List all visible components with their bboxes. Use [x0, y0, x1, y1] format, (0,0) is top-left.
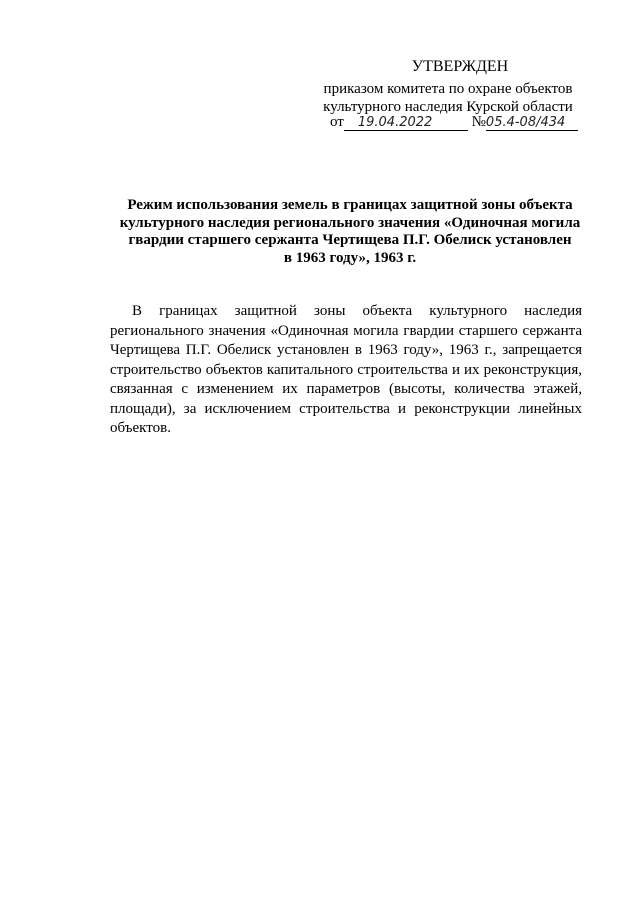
number-prefix: № [471, 114, 486, 130]
body-line: строительство объектов капитального строительства и их реконструкция, [110, 361, 582, 378]
body-line: площади), за исключением строительства и реконструкции линейных [110, 400, 582, 417]
title-line: культурного наследия регионального значения «Одиночная могила [119, 214, 581, 231]
title-line: гвардии старшего сержанта Чертищева П.Г. Обелиск установлен [128, 232, 572, 248]
approval-line-2: культурного наследия Курской области [323, 99, 573, 115]
body-line: связанная с изменением их параметров (высоты, количества этажей, [110, 381, 582, 397]
title-line: Режим использования земель в границах защитной зоны объекта [127, 197, 573, 213]
approval-signature-line [330, 114, 578, 131]
document-body [110, 302, 582, 439]
body-line: регионального значения «Одиночная могила гвардии старшего сержанта [110, 322, 582, 339]
approval-number: 05.4-08/434 [486, 115, 578, 131]
body-line: Чертищева П.Г. Обелиск установлен в 1963 году», 1963 г., запрещается [110, 342, 582, 358]
approval-line-1: приказом комитета по охране объектов [323, 81, 573, 97]
body-line: В границах защитной зоны объекта культурного наследия [132, 303, 582, 319]
approval-date: 19.04.2022 [344, 115, 468, 131]
body-line: объектов. [110, 420, 171, 436]
approval-heading: УТВЕРЖДЕН [411, 58, 509, 75]
document-title [100, 197, 600, 267]
title-line: в 1963 году», 1963 г. [283, 249, 417, 266]
date-prefix: от [330, 114, 344, 130]
